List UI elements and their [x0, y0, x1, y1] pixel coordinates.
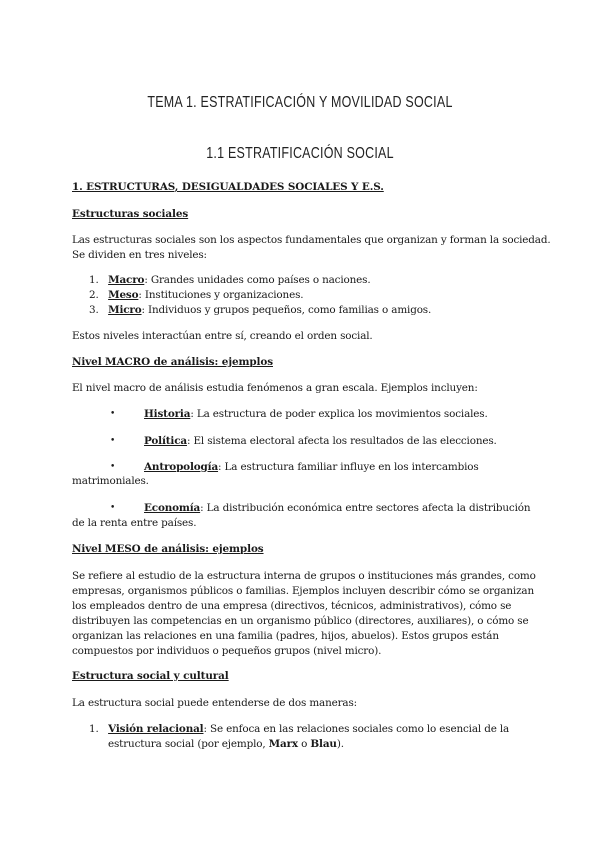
- document-title: TEMA 1. ESTRATIFICACIÓN Y MOVILIDAD SOCIAL: [147, 94, 453, 111]
- list-term: Macro: [108, 274, 145, 286]
- list-number: 2.: [89, 289, 99, 301]
- list-text: : Grandes unidades como países o naciones.: [144, 274, 371, 286]
- list-text: : Individuos y grupos pequeños, como familias o amigos.: [141, 304, 432, 316]
- paragraph: Estos niveles interactúan entre sí, creando el orden social.: [72, 330, 373, 342]
- list-item: [89, 274, 371, 287]
- list-item-continuation: de la renta entre países.: [72, 517, 197, 529]
- list-text: : El sistema electoral afecta los resultados de las elecciones.: [186, 435, 497, 447]
- list-number: 1.: [89, 274, 99, 286]
- list-text: : La distribución económica entre sectores afecta la distribución: [200, 502, 531, 514]
- estructuras-heading: Estructuras sociales: [72, 208, 189, 220]
- list-text: o: [297, 738, 311, 750]
- list-item: [144, 408, 488, 421]
- author-name: Marx: [268, 738, 298, 750]
- list-term: Antropología: [144, 461, 219, 473]
- paragraph: El nivel macro de análisis estudia fenómenos a gran escala. Ejemplos incluyen:: [72, 382, 478, 394]
- list-term: Política: [144, 435, 187, 447]
- list-item: [89, 723, 509, 736]
- list-item: [144, 461, 479, 474]
- bullet: •: [110, 503, 116, 513]
- paragraph-line: los empleados dentro de una empresa (directivos, técnicos, administrativos), cómo se: [72, 600, 512, 612]
- meso-heading: Nivel MESO de análisis: ejemplos: [72, 543, 264, 555]
- list-text: estructura social (por ejemplo,: [108, 738, 269, 750]
- paragraph-line: Se refiere al estudio de la estructura interna de grupos o instituciones más grandes, como: [72, 570, 536, 582]
- list-item: [144, 435, 497, 448]
- cultural-heading: Estructura social y cultural: [72, 670, 229, 682]
- list-term: Meso: [108, 289, 139, 301]
- author-name: Blau: [310, 738, 337, 750]
- paragraph-line: empresas, organismos públicos o familias. Ejemplos incluyen describir cómo se organizan: [72, 585, 534, 597]
- document-subtitle: 1.1 ESTRATIFICACIÓN SOCIAL: [206, 145, 394, 162]
- macro-heading: Nivel MACRO de análisis: ejemplos: [72, 356, 273, 368]
- list-number: 1.: [89, 723, 99, 735]
- list-text: : Se enfoca en las relaciones sociales como lo esencial de la: [203, 723, 510, 735]
- bullet: •: [110, 462, 116, 472]
- paragraph: Las estructuras sociales son los aspectos fundamentales que organizan y forman la sociedad.: [72, 234, 551, 246]
- list-term: Economía: [144, 502, 201, 514]
- section-heading: 1. ESTRUCTURAS, DESIGUALDADES SOCIALES Y E.S.: [72, 181, 384, 193]
- list-text: ).: [336, 738, 344, 750]
- list-term: Micro: [108, 304, 142, 316]
- paragraph: Se dividen en tres niveles:: [72, 249, 207, 261]
- list-term: Historia: [144, 408, 191, 420]
- paragraph-line: compuestos por individuos o pequeños grupos (nivel micro).: [72, 645, 382, 657]
- list-text: : Instituciones y organizaciones.: [138, 289, 304, 301]
- list-item: [89, 289, 303, 302]
- bullet: •: [110, 436, 116, 446]
- list-item: [144, 502, 530, 515]
- paragraph-line: distribuyen las competencias en un organismo público (directores, auxiliares), o cómo se: [72, 615, 529, 627]
- list-term: Visión relacional: [108, 723, 204, 735]
- list-text: : La estructura familiar influye en los intercambios: [218, 461, 479, 473]
- paragraph: La estructura social puede entenderse de dos maneras:: [72, 697, 358, 709]
- paragraph-line: organizan las relaciones en una familia (padres, hijos, abuelos). Estos grupos están: [72, 630, 499, 642]
- list-text: : La estructura de poder explica los movimientos sociales.: [190, 408, 488, 420]
- list-number: 3.: [89, 304, 99, 316]
- bullet: •: [110, 409, 116, 419]
- list-item: [89, 304, 431, 317]
- list-item-continuation: matrimoniales.: [72, 475, 149, 487]
- list-item-continuation: [108, 738, 344, 751]
